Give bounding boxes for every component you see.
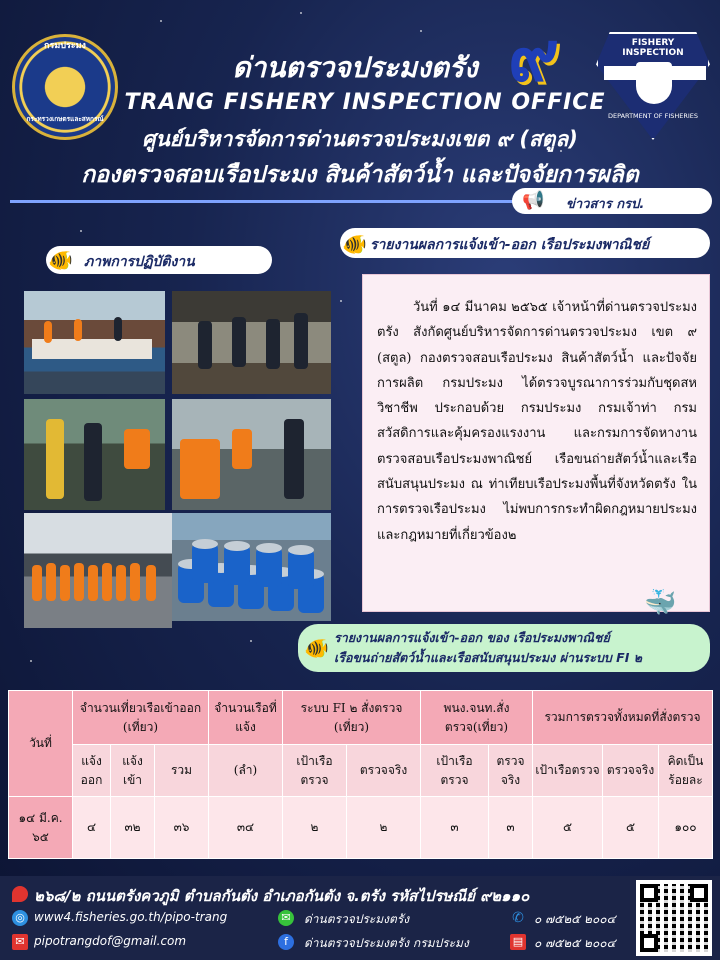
photo-officers-briefing [172, 291, 331, 394]
qr-finder [640, 884, 658, 902]
fi2-title-line2: เรือขนถ่ายสัตว์น้ำและเรือสนับสนุนประมง ผ่านระบบ FI ๒ [334, 650, 642, 665]
table-cell: ๒ [283, 797, 347, 859]
table-cell: ๕ [533, 797, 603, 859]
table-cell: ๑๐๐ [659, 797, 713, 859]
email-icon: ✉ [12, 934, 28, 950]
footer-address: ๒๖๘/๒ ถนนตรังควภูมิ ตำบลกันตัง อำเภอกันตัง จ.ตรัง รหัสไปรษณีย์ ๙๒๑๑๐ [34, 887, 530, 905]
footer-email[interactable]: pipotrangdof@gmail.com [34, 934, 187, 948]
qr-finder [640, 934, 658, 952]
footer-fax: ๐ ๗๕๒๕ ๒๐๐๔ [534, 936, 616, 950]
fish-icon: 🐠 [342, 232, 367, 256]
subheader-cell: แจ้งออก [73, 745, 111, 797]
center-title: ศูนย์บริหารจัดการด่านตรวจประมงเขต ๙ (สตูล) [142, 127, 578, 151]
globe-icon: ◎ [12, 910, 28, 926]
table-cell: ๕ [603, 797, 659, 859]
report-text-box [362, 274, 710, 612]
header-total: รวมการตรวจทั้งหมดที่สั่งตรวจ [533, 691, 713, 745]
star [30, 660, 32, 662]
table-cell: ๔ [73, 797, 111, 859]
division-title: กองตรวจสอบเรือประมง สินค้าสัตว์น้ำ และปัจจัยการผลิต [81, 162, 639, 188]
star [80, 230, 82, 232]
header-reported: จำนวนเรือที่แจ้ง [209, 691, 283, 745]
photo-boat-crew [24, 291, 165, 394]
office-title-english: TRANG FISHERY INSPECTION OFFICE [124, 90, 606, 115]
line-app-icon: ✉ [278, 910, 294, 926]
table-cell: ๓ [421, 797, 489, 859]
star [250, 640, 252, 642]
region-nine-mark: ๙ [508, 14, 560, 97]
badge-shield [636, 62, 672, 104]
fax-icon: ▤ [510, 934, 526, 950]
header-date: วันที่ [9, 691, 73, 797]
photo-fish-barrels [172, 513, 331, 621]
news-label: ข่าวสาร กรป. [566, 197, 645, 212]
subheader-cell: ตรวจจริง [603, 745, 659, 797]
phone-icon: ✆ [512, 910, 524, 926]
footer-line[interactable]: ด่านตรวจประมงตรัง [304, 912, 410, 926]
subheader-cell: ตรวจจริง [489, 745, 533, 797]
star [160, 20, 162, 22]
vessel-report-table [8, 690, 713, 859]
header-fi2: ระบบ FI ๒ สั่งตรวจ (เที่ยว) [283, 691, 421, 745]
footer-website[interactable]: www4.fisheries.go.th/pipo-trang [34, 910, 228, 924]
fish-icon: 🐠 [48, 248, 73, 272]
facebook-icon: f [278, 934, 294, 950]
photo-crew-check [172, 399, 331, 510]
qr-finder [690, 884, 708, 902]
report-paragraph: วันที่ ๑๔ มีนาคม ๒๕๖๕ เจ้าหน้าที่ด่านตรวจประมงตรัง สังกัดศูนย์บริหารจัดการด่านตรวจประมง เขต ๙ (สตูล) กองตรวจสอบเรือประมง สินค้าสัตว์น้ำ และปัจจัยการผลิต กรมประมง ได้ตรวจบูรณาการร่วมกับชุดสหวิชาชีพ ประกอบด้วย กรมประมง กรมเจ้าท่า กรมสวัสดิการและคุ้มครองแรงงาน และกรมการจัดหางาน ตรวจสอบเรือประมงพาณิชย์ เรือขนถ่ายสัตว์น้ำและเรือสนับสนุนประมง ณ ท่าเทียบเรือประมงพื้นที่จังหวัดตรัง ในการตรวจเรือประมง ไม่พบการกระทำผิดกฎหมายประมงและกฎหมายที่เกี่ยวข้อง๒ [377, 300, 697, 543]
star [420, 30, 422, 32]
report-section-title: รายงานผลการแจ้งเข้า-ออก เรือประมงพาณิชย์ [340, 228, 710, 258]
photos-section-title: ภาพการปฏิบัติงาน [46, 246, 272, 274]
table-cell: ๓ [489, 797, 533, 859]
table-cell: ๒ [347, 797, 421, 859]
table-cell: ๓๖ [155, 797, 209, 859]
table-header-row [9, 691, 713, 745]
seal-top-text: กรมประมง [44, 41, 86, 51]
subheader-cell: เป้าเรือตรวจ [283, 745, 347, 797]
badge-top-text: FISHERY INSPECTION [622, 38, 684, 58]
badge-bottom-text: DEPARTMENT OF FISHERIES [607, 112, 699, 120]
table-subheader-row [9, 745, 713, 797]
whale-icon: 🐳 [644, 588, 677, 618]
row-date: ๑๔ มี.ค. ๖๕ [9, 797, 73, 859]
subheader-cell: แจ้งเข้า [111, 745, 155, 797]
fish-icon: 🐠 [304, 636, 329, 660]
star [340, 300, 342, 302]
subheader-cell: ตรวจจริง [347, 745, 421, 797]
megaphone-icon: 📢 [522, 190, 545, 211]
subheader-cell: รวม [155, 745, 209, 797]
subheader-cell: คิดเป็นร้อยละ [659, 745, 713, 797]
star [300, 12, 302, 14]
badge-wing-right [668, 66, 706, 80]
fi2-section-title [298, 624, 710, 672]
location-pin-icon [12, 886, 28, 902]
office-title-thai: ด่านตรวจประมงตรัง [232, 51, 478, 84]
footer-facebook[interactable]: ด่านตรวจประมงตรัง กรมประมง [304, 936, 469, 950]
footer-phone: ๐ ๗๕๒๕ ๒๐๐๔ [534, 912, 616, 926]
header-officer: พนง.จนท.สั่งตรวจ(เที่ยว) [421, 691, 533, 745]
seal-bottom-text: กระทรวงเกษตรและสหกรณ์ [26, 115, 104, 123]
fi2-title-line1: รายงานผลการแจ้งเข้า-ออก ของ เรือประมงพาณิชย์ [334, 630, 610, 645]
photo-group-lifejackets [24, 513, 172, 628]
photo-inspection-documents [24, 399, 165, 510]
subheader-cell: เป้าเรือตรวจ [533, 745, 603, 797]
table-cell: ๓๔ [209, 797, 283, 859]
table-cell: ๓๒ [111, 797, 155, 859]
header-trips: จำนวนเที่ยวเรือเข้าออก (เที่ยว) [73, 691, 209, 745]
subheader-cell: (ลำ) [209, 745, 283, 797]
subheader-cell: เป้าเรือตรวจ [421, 745, 489, 797]
table-row [9, 797, 713, 859]
